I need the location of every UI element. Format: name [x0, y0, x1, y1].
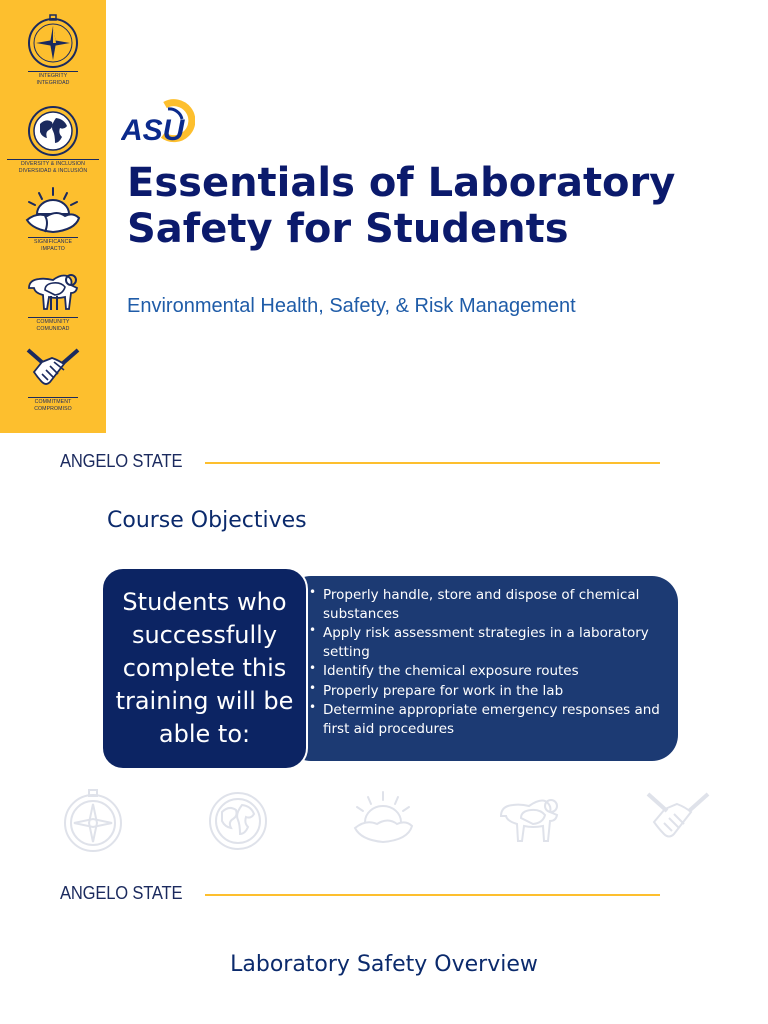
objectives-list-box: [285, 576, 678, 761]
objective-item: • Properly handle, store and dispose of chemical substances: [309, 586, 664, 623]
value-label-es: COMUNIDAD: [36, 325, 70, 332]
asu-logo: [121, 95, 195, 147]
core-values-strip: [0, 0, 106, 433]
objective-item: • Apply risk assessment strategies in a laboratory setting: [309, 624, 664, 661]
handshake-icon: [26, 346, 80, 396]
value-label-en: COMMUNITY: [28, 317, 78, 326]
value-label-en: INTEGRITY: [28, 71, 78, 80]
slide-header: [60, 451, 660, 475]
objective-item: • Properly prepare for work in the lab: [309, 682, 664, 701]
presentation-subtitle: Environmental Health, Safety, & Risk Management: [127, 295, 576, 317]
objectives-lead-box: [101, 567, 308, 770]
brand-wordmark: ANGELO STATE: [60, 883, 183, 903]
globe-icon: [26, 104, 80, 158]
svg-text:ASU: ASU: [121, 114, 185, 143]
value-significance: [0, 186, 106, 252]
value-label-en: SIGNIFICANCE: [28, 237, 78, 246]
watermark-icons: [60, 788, 720, 854]
handshake-icon: [645, 788, 711, 854]
value-label-en: DIVERSITY & INCLUSION: [7, 159, 99, 168]
sunrise-icon: [23, 186, 83, 236]
value-community: [0, 266, 106, 332]
compass-icon: [26, 14, 80, 70]
objective-item: • Identify the chemical exposure routes: [309, 662, 664, 681]
value-integrity: [0, 14, 106, 86]
header-rule: [205, 894, 660, 896]
value-label-es: DIVERSIDAD & INCLUSIÓN: [18, 167, 88, 174]
lab-safety-overview-heading: Laboratory Safety Overview: [230, 952, 538, 977]
objective-item: • Determine appropriate emergency responses and first aid procedures: [309, 701, 664, 738]
objectives-lead-text: Students who successfully complete this training will be able to:: [115, 588, 294, 748]
value-commitment: [0, 346, 106, 412]
globe-icon: [205, 788, 271, 854]
sheep-icon: [495, 788, 565, 854]
sheep-icon: [23, 266, 83, 316]
course-objectives-heading: Course Objectives: [107, 508, 307, 533]
value-label-es: COMPROMISO: [34, 405, 72, 412]
presentation-title: Essentials of Laboratory Safety for Students: [127, 160, 676, 252]
slide-header: [60, 883, 660, 907]
brand-wordmark: ANGELO STATE: [60, 451, 183, 471]
header-rule: [205, 462, 660, 464]
value-label-en: COMMITMENT: [28, 397, 78, 406]
value-label-es: IMPACTO: [41, 245, 65, 252]
objectives-list: [309, 586, 664, 738]
value-label-es: INTEGRIDAD: [36, 79, 70, 86]
value-diversity: [0, 104, 106, 174]
sunrise-icon: [350, 788, 416, 854]
compass-icon: [60, 788, 126, 854]
